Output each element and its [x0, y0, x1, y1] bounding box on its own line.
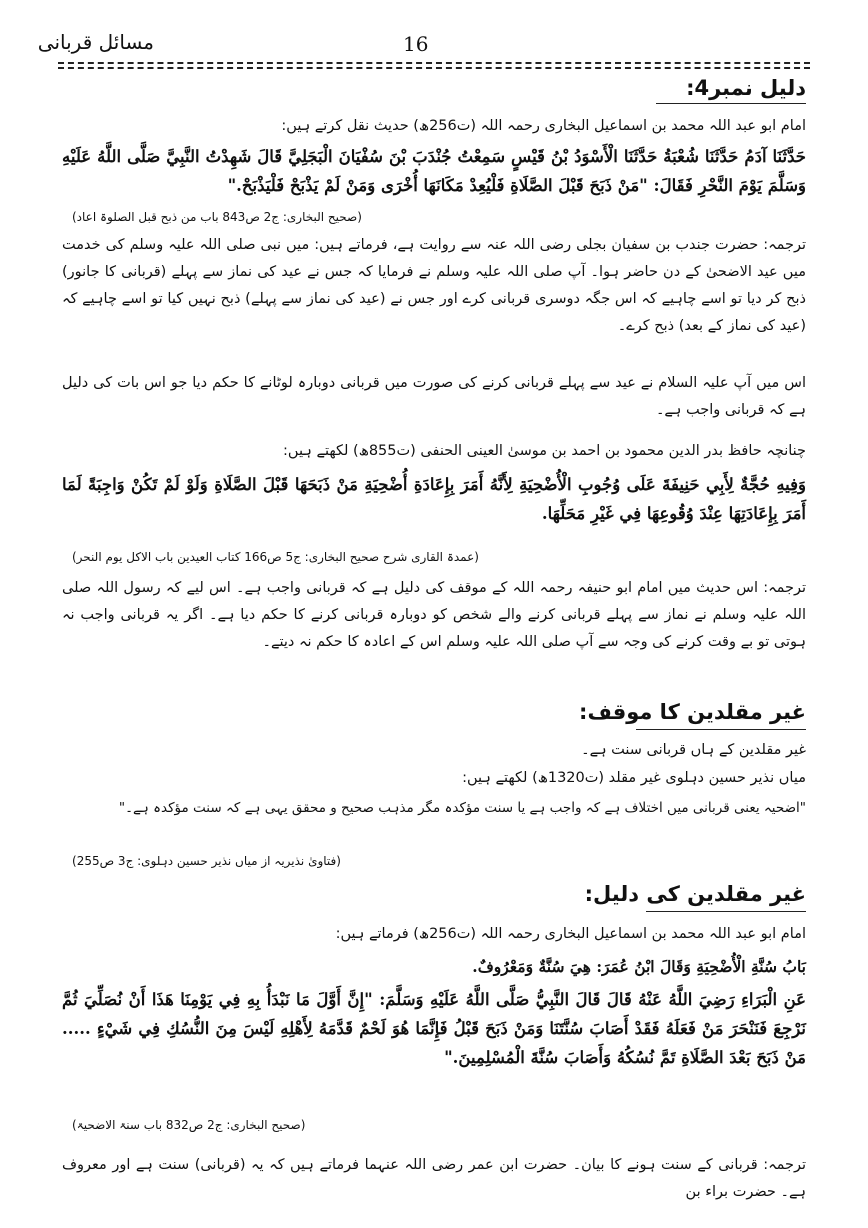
section2-heading-underline: [636, 729, 806, 730]
section1-translation: ترجمہ: حضرت جندب بن سفیان بجلی رضی اللہ عنہ سے روایت ہے، فرماتے ہیں: میں نبی صلی اللہ علیہ وسلم کی خدمت میں عید الاضحیٰ کے دن حاضر ہوا۔ آپ صلی اللہ علیہ وسلم نے فرمایا کہ جس نے عید کی نماز سے پہلے (قربانی کا جانور) ذبح کر دیا تو اسے چاہیے کہ اس جگہ دوسری قربانی کرے اور جس نے (عید کی نماز سے پہلے) ذبح نہیں کیا تو اسے چاہیے کہ (عید کی نماز کے بعد) ذبح کرے۔: [62, 237, 806, 334]
section1-heading: دلیل نمبر4:: [686, 76, 806, 100]
section1-arabic-hadith: حَدَّثَنَا آدَمُ حَدَّثَنَا شُعْبَةُ حَدَّثَنَا الْأَسْوَدُ بْنُ قَيْسٍ سَمِعْتُ جُنْدَبَ بْنَ سُفْيَانَ الْبَجَلِيَّ قَالَ شَهِدْتُ النَّبِيَّ صَلَّى اللَّهُ عَلَيْهِ وَسَلَّمَ يَوْمَ النَّحْرِ فَقَالَ: "مَنْ ذَبَحَ قَبْلَ الصَّلَاةِ فَلْيُعِدْ مَكَانَهَا أُخْرَى وَمَنْ لَمْ يَذْبَحْ فَلْيَذْبَحْ.": [62, 147, 806, 195]
section1-inference: اس میں آپ علیہ السلام نے عید سے پہلے قربانی کرنے کی صورت میں قربانی دوبارہ لوٹانے کا حکم دیا جو اس بات کی دلیل ہے کہ قربانی واجب ہے۔: [62, 375, 806, 418]
header-rule-top: [58, 62, 810, 64]
section2-quote: "اضحیہ یعنی قربانی میں اختلاف ہے کہ واجب ہے یا سنت مؤکدہ مگر مذہب صحیح و محقق یہی ہے کہ سنت مؤکدہ ہے۔": [118, 800, 806, 816]
section1-ayni-translation: ترجمہ: اس حدیث میں امام ابو حنیفہ رحمہ اللہ کے موقف کی دلیل ہے کہ قربانی واجب ہے۔ اس لیے کہ رسول اللہ صلی اللہ علیہ وسلم نے نماز سے پہلے قربانی کرنے والے شخص کو دوبارہ قربانی کرنے کا حکم دیا ہے۔ اگر یہ قربانی واجب نہ ہوتی تو بے وقت کرنے کی وجہ سے آپ صلی اللہ علیہ وسلم اس کے اعادہ کا حکم نہ دیتے۔: [62, 580, 806, 650]
section3-reference: (صحیح البخاری: ج2 ص832 باب سنۃ الاضحیۃ): [72, 1118, 306, 1132]
section3-chapter: بَابُ سُنَّةِ الْأُضْحِيَةِ وَقَالَ ابْنُ عُمَرَ: هِيَ سُنَّةٌ وَمَعْرُوفٌ.: [472, 957, 806, 976]
section3-intro: امام ابو عبد اللہ محمد بن اسماعیل البخاری رحمہ اللہ (ت256ھ) فرماتے ہیں:: [335, 926, 806, 942]
section2-reference: (فتاویٰ نذیریہ از میاں نذیر حسین دہلوی: ج3 ص255): [72, 854, 341, 868]
section1-ayni-intro: چنانچہ حافظ بدر الدین محمود بن احمد بن موسیٰ العینی الحنفی (ت855ھ) لکھتے ہیں:: [283, 443, 806, 459]
section3-heading-underline: [646, 911, 806, 912]
section3-arabic-hadith: عَنِ الْبَرَاءِ رَضِيَ اللَّهُ عَنْهُ قَالَ قَالَ النَّبِيُّ صَلَّى اللَّهُ عَلَيْهِ وَسَلَّمَ: "إِنَّ أَوَّلَ مَا نَبْدَأُ بِهِ فِي يَوْمِنَا هَذَا أَنْ نُصَلِّيَ ثُمَّ نَرْجِعَ فَنَنْحَرَ مَنْ فَعَلَهُ فَقَدْ أَصَابَ سُنَّتَنَا وَمَنْ ذَبَحَ قَبْلُ فَإِنَّمَا هُوَ لَحْمٌ قَدَّمَهُ لِأَهْلِهِ لَيْسَ مِنَ النُّسُكِ فِي شَيْءٍ ..... مَنْ ذَبَحَ بَعْدَ الصَّلَاةِ تَمَّ نُسُكُهُ وَأَصَابَ سُنَّةَ الْمُسْلِمِينَ.": [62, 990, 806, 1067]
header-title: مسائل قربانی: [37, 30, 154, 54]
section1-reference: (صحیح البخاری: ج2 ص843 باب من ذبح قبل الصلوۃ اعاد): [72, 210, 362, 224]
section2-line1: غیر مقلدین کے ہاں قربانی سنت ہے۔: [581, 742, 806, 758]
header-rule-bottom: [58, 67, 810, 69]
section3-translation: ترجمہ: قربانی کے سنت ہونے کا بیان۔ حضرت ابن عمر رضی اللہ عنہما فرماتے ہیں کہ یہ (قربانی) سنت ہے اور معروف ہے۔ حضرت براء بن: [62, 1157, 806, 1200]
section2-heading: غیر مقلدین کا موقف:: [579, 700, 806, 724]
section1-heading-underline: [656, 103, 806, 104]
page-number: 16: [403, 32, 429, 56]
section2-line2: میاں نذیر حسین دہلوی غیر مقلد (ت1320ھ) لکھتے ہیں:: [462, 770, 806, 786]
section1-ayni-arabic: وَفِيهِ حُجَّةٌ لِأَبِي حَنِيفَةَ عَلَى وُجُوبِ الْأُضْحِيَةِ لِأَنَّهُ أَمَرَ بِإِعَادَةِ أُضْحِيَةِ مَنْ ذَبَحَهَا قَبْلَ الصَّلَاةِ وَلَوْ لَمْ تَكُنْ وَاجِبَةً لَمَا أَمَرَ بِإِعَادَتِهَا عِنْدَ وُقُوعِهَا فِي غَيْرِ مَحَلِّهَا.: [62, 475, 806, 523]
section3-heading: غیر مقلدین کی دلیل:: [584, 882, 806, 906]
section1-ayni-reference: (عمدۃ القاری شرح صحیح البخاری: ج5 ص166 کتاب العیدین باب الاکل یوم النحر): [72, 550, 479, 564]
section1-intro: امام ابو عبد اللہ محمد بن اسماعیل البخاری رحمہ اللہ (ت256ھ) حدیث نقل کرتے ہیں:: [281, 118, 806, 134]
